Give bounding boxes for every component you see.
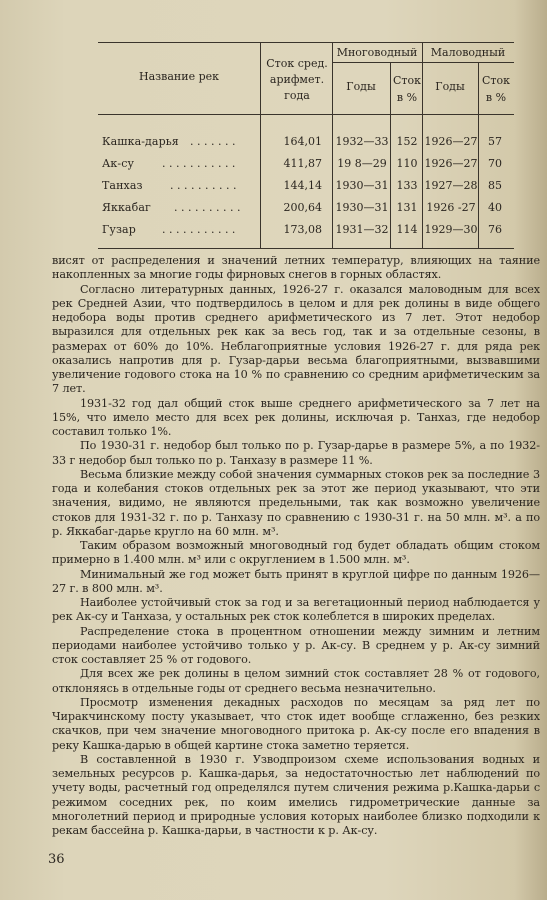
runoff-avg: 200,64 [283,201,322,214]
high-years: 19 8—29 [337,157,387,170]
river-name: Ак-су [102,157,135,170]
table-row [98,154,514,174]
low-pct: 85 [488,179,502,192]
header-runoff-avg: Сток сред. арифмет. года [266,57,328,102]
body-text [52,254,540,838]
runoff-avg: 173,08 [283,223,322,236]
leader-dots: . . . . . . . . . . . [162,223,236,236]
table-row [98,198,514,218]
river-name: Яккабаг [102,201,151,214]
high-years: 1930—31 [335,179,389,192]
low-years: 1926—27 [424,135,478,148]
high-pct: 133 [396,179,418,192]
low-years: 1926—27 [424,157,478,170]
low-years: 1927—28 [424,179,478,192]
paragraph: висят от распределения и значений летних температур, влияющих на таяние накопленных за многие годы фирновых снегов в горных областях. [52,254,540,282]
low-years: 1929—30 [424,223,478,236]
leader-dots: . . . . . . . . . . [174,201,241,214]
low-pct: 40 [488,201,502,214]
paragraph: Весьма близкие между собой значения суммарных стоков рек за последние 3 года и колебания стоков отдельных рек за этот же период указывают, что эти значения, видимо, не являются предельными, так как возможно увеличение стоков для 1931-32 г. по р. Танхазу по сравнению с 1930-31 г. на 50 млн. м³. а по р. Яккабаг-дарье кругло на 60 млн. м³. [52,467,540,538]
table-top-rule [98,42,514,43]
river-name: Танхаз [102,179,143,192]
paragraph: В составленной в 1930 г. Узводпроизом схеме использования водных и земельных ресурсов р. Кашка-дарья, за недостаточностью лет наблюдений по учету воды, расчетный год определялся путем сличения режима р.Кашка-дарьи с режимом соседних рек, по коим имелись гидрометрические данные за многолетний период и природные условия которых наиболее близко подходили к рекам бассейна р. Кашка-дарьи, в частности к р. Ак-су. [52,752,540,837]
runoff-avg: 164,01 [283,135,322,148]
header-high-water: Многоводный [336,46,418,59]
paragraph: По 1930-31 г. недобор был только по р. Гузар-дарье в размере 5%, а по 1932-33 г недобор был только по р. Танхазу в размере 11 %. [52,439,540,467]
high-pct: 114 [396,223,418,236]
leader-dots: . . . . . . . . . . . [162,157,236,170]
table-row [98,132,514,152]
runoff-table [98,42,514,250]
paragraph: Для всех же рек долины в целом зимний сток составляет 28 % от годового, отклоняясь в отдельные годы от среднего весьма незначительно. [52,667,540,695]
table-subheader-rule [332,62,514,63]
paragraph: 1931-32 год дал общий сток выше среднего арифметического за 7 лет на 15%, что имело место для всех рек долины, исключая р. Танхаз, где недобор составил только 1%. [52,396,540,438]
header-river: Название рек [139,70,219,83]
high-years: 1931—32 [335,223,389,236]
high-pct: 152 [396,135,418,148]
high-years: 1930—31 [335,201,389,214]
header-hi-years: Годы [346,80,376,93]
table-row [98,176,514,196]
river-name: Кашка-дарья [102,135,179,148]
runoff-avg: 411,87 [283,157,322,170]
low-pct: 76 [488,223,502,236]
paragraph: Просмотр изменения декадных расходов по месяцам за ряд лет по Чиракчинскому посту указывает, что сток идет вообще сглаженно, без резких скачков, при чем значение многоводного притока р. Ак-су после его впадения в реку Кашка-дарью в общей картине стока заметно теряется. [52,695,540,752]
paragraph: Наиболее устойчивый сток за год и за вегетационный период наблюдается у рек Ак-су и Танхаза, у остальных рек сток колеблется в широких пределах. [52,596,540,624]
paragraph: Распределение стока в процентном отношении между зимним и летним периодами наиболее устойчиво только у р. Ак-су. В среднем у р. Ак-су зимний сток составляет 25 % от годового. [52,624,540,666]
table-header-rule [98,114,514,115]
high-pct: 131 [396,201,418,214]
header-lo-pct: Сток в % [482,74,510,104]
header-lo-years: Годы [435,80,465,93]
high-years: 1932—33 [335,135,389,148]
low-pct: 57 [488,135,502,148]
header-hi-pct: Сток в % [393,74,421,104]
high-pct: 110 [396,157,418,170]
table-bottom-rule [98,248,514,249]
paragraph: Согласно литературных данных, 1926-27 г. оказался маловодным для всех рек Средней Азии, что подтвердилось в целом и для рек долины в виде общего недобора воды против среднего арифметического из 7 лет. Этот недобор выразился для отдельных рек как за весь год, так и за отдельные сезоны, в размерах от 60% до 10%. Неблагоприятные условия 1926-27 г. для ряда рек оказались напротив для р. Гузар-дарьи весьма благоприятными, вызвавшими увеличение годового стока на 10 % по сравнению со средним арифметическим за 7 лет. [52,282,540,396]
table-row [98,220,514,240]
leader-dots: . . . . . . . [190,135,236,148]
low-years: 1926 -27 [426,201,476,214]
river-name: Гузар [102,223,136,236]
paragraph: Таким образом возможный многоводный год будет обладать общим стоком примерно в 1.400 млн. м³ или с округлением в 1.500 млн. м³. [52,539,540,567]
leader-dots: . . . . . . . . . . [170,179,237,192]
header-low-water: Маловодный [430,46,506,59]
runoff-avg: 144,14 [283,179,322,192]
paragraph: Минимальный же год может быть принят в круглой цифре по данным 1926—27 г. в 800 млн. м³. [52,567,540,595]
page-number: 36 [48,852,65,867]
low-pct: 70 [488,157,502,170]
